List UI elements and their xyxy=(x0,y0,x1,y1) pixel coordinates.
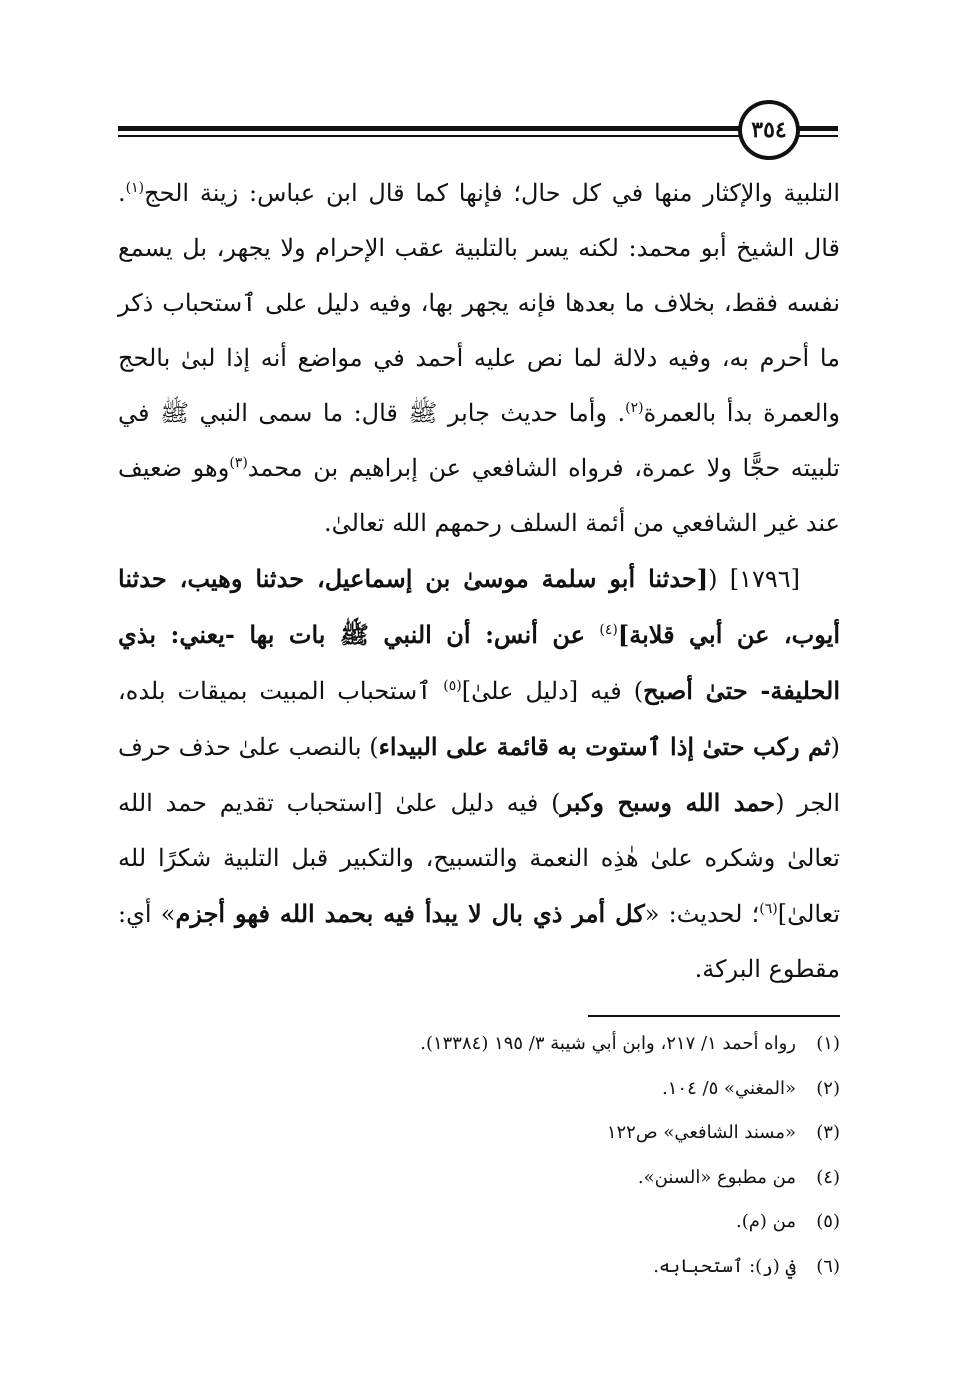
text-run: . قال الشيخ أبو محمد: لكنه يسر بالتلبية عقب الإحرام ولا يجهر، بل يسمع نفسه فقط، بخلاف ما بعدها فإنه يجهر بها، وفيه دليل على ٱستحباب ذكر ما أحرم به، وفيه دلالة لما نص عليه أحمد في مواضع أنه إذا لبىٰ بالحج والعمرة بدأ بالعمرة xyxy=(118,179,840,427)
footnote-ref-3: (٣) xyxy=(229,455,248,471)
header-rule xyxy=(118,126,740,131)
text-run: ٱستحباب المبيت بميقات بلده، ( xyxy=(118,677,840,761)
footnote xyxy=(200,1245,840,1290)
footnote xyxy=(200,1156,840,1201)
footnote-number: (٣) xyxy=(816,1122,840,1143)
main-text xyxy=(118,166,840,997)
text-run: التلبية والإكثار منها في كل حال؛ فإنها كما قال ابن عباس: زينة الحج xyxy=(144,179,840,207)
footnote xyxy=(200,1111,840,1156)
text-run: ؛ لحديث: « xyxy=(644,900,760,928)
footnote-text: «المغني» ٥/ ١٠٤. xyxy=(662,1077,796,1099)
footnote-ref-1: (١) xyxy=(125,180,145,196)
text-run: ) فيه [دليل علىٰ] xyxy=(461,677,644,705)
page-header xyxy=(118,100,838,160)
header-rule-right-thin xyxy=(798,135,838,137)
footnote-ref-6: (٦) xyxy=(759,901,778,917)
footnote xyxy=(200,1022,840,1067)
hadith-text: ثم ركب حتىٰ إذا ٱستوت به قائمة على البيداء xyxy=(378,732,831,761)
text-run: ) فيه دليل علىٰ [استحباب تقديم حمد الله تعالىٰ وشكره علىٰ هٰذِه النعمة والتسبيح، والتكبير قبل التلبية شكرًا لله تعالىٰ] xyxy=(118,789,840,928)
header-rule-right xyxy=(798,126,838,131)
text-run: [١٧٩٦] ( xyxy=(708,565,801,593)
footnote-number: (١) xyxy=(816,1033,840,1054)
footnotes xyxy=(200,1022,840,1289)
hadith-text: كل أمر ذي بال لا يبدأ فيه بحمد الله فهو أجزم xyxy=(175,899,645,928)
footnote xyxy=(200,1200,840,1245)
paragraph-1 xyxy=(118,166,840,551)
page-number: ٣٥٤ xyxy=(738,100,800,160)
footnote-text: من مطبوع «السنن». xyxy=(637,1166,796,1188)
header-rule-thin xyxy=(118,135,740,137)
footnote-ref-5: (٥) xyxy=(443,678,462,694)
footnote-text: في (ر): ٱستحبابه. xyxy=(653,1255,796,1277)
hadith-text: عن أنس: أن النبي ﷺ بات بها -يعني: بذي الحليفة- حتىٰ أصبح xyxy=(118,620,841,705)
footnote-number: (٢) xyxy=(816,1077,840,1099)
hadith-text: [حدثنا أبو سلمة موسىٰ بن إسماعيل، حدثنا وهيب، حدثنا أيوب، عن أبي قلابة] xyxy=(118,564,841,649)
text-run: . وأما حديث جابر ﷺ قال: ما سمى النبي ﷺ في تلبيته حجًّا ولا عمرة، فرواه الشافعي عن إبراهيم بن محمد xyxy=(118,399,840,482)
text-run: وهو ضعيف عند غير الشافعي من أئمة السلف رحمهم الله تعالىٰ. xyxy=(118,454,840,537)
paragraph-2 xyxy=(118,551,840,997)
footnote-text: رواه أحمد ١/ ٢١٧، وابن أبي شيبة ٣/ ١٩٥ (١٣٣٨٤). xyxy=(420,1033,796,1054)
text-run: » أي: مقطوع البركة. xyxy=(118,900,840,983)
footnote-number: (٦) xyxy=(816,1255,840,1277)
footnote-text: «مسند الشافعي» ص١٢٢ xyxy=(606,1122,796,1143)
footnote xyxy=(200,1067,840,1112)
footnote-divider xyxy=(588,1015,840,1017)
footnote-text: من (م). xyxy=(736,1211,796,1232)
footnote-ref-4: (٤) xyxy=(599,622,618,638)
footnote-ref-2: (٢) xyxy=(625,400,644,416)
footnote-number: (٤) xyxy=(816,1166,840,1188)
text-run: ) بالنصب علىٰ حذف حرف الجر ( xyxy=(118,733,840,817)
hadith-text: حمد الله وسبح وكبر xyxy=(560,788,776,817)
footnote-number: (٥) xyxy=(816,1211,840,1232)
